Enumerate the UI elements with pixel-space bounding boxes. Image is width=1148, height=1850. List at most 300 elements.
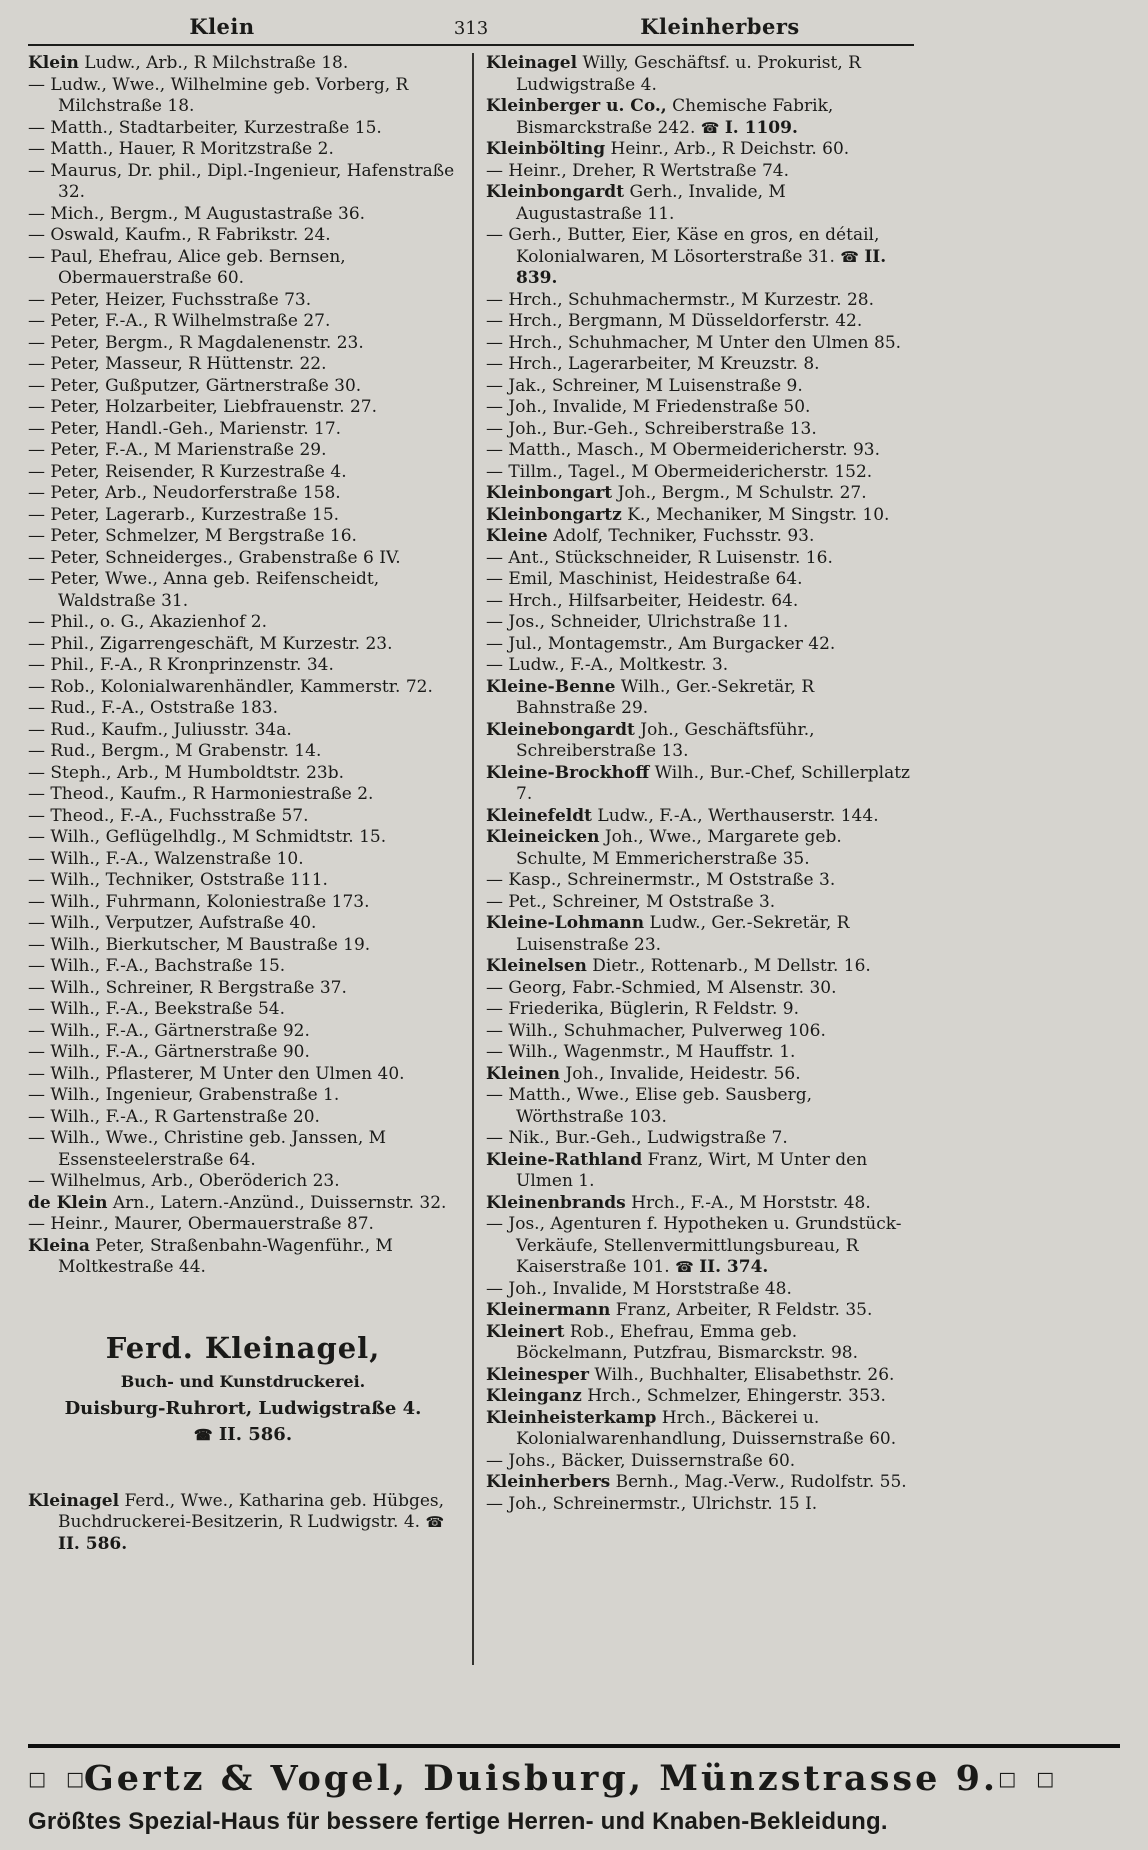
- entry-text: Joh., Invalide, Heidestr. 56.: [565, 1063, 801, 1084]
- directory-entry: [28, 376, 464, 398]
- directory-entry: [486, 827, 914, 870]
- directory-entry: [486, 569, 914, 591]
- entry-text: Steph., Arb., M Humboldtstr. 23b.: [50, 762, 344, 783]
- repeat-dash-mark: —: [28, 1042, 45, 1062]
- entry-text: Joh., Wwe., Margarete geb. Schulte, M Emmericherstraße 35.: [516, 827, 842, 869]
- directory-entry: [486, 956, 914, 978]
- entry-text: Kasp., Schreinermstr., M Oststraße 3.: [508, 870, 836, 890]
- repeat-dash-mark: —: [28, 504, 45, 525]
- directory-entry: [28, 139, 464, 161]
- directory-entry: [28, 354, 464, 376]
- directory-entry: [28, 483, 464, 505]
- directory-entry: [486, 1472, 914, 1494]
- repeat-dash-mark: —: [486, 612, 503, 632]
- repeat-dash-mark: —: [486, 225, 503, 245]
- entry-text: Wilh., Wagenmstr., M Hauffstr. 1.: [508, 1042, 796, 1062]
- bottom-rule: [28, 1744, 1120, 1748]
- header-rule: [28, 44, 914, 46]
- entry-text: Peter, Gußputzer, Gärtnerstraße 30.: [50, 375, 362, 396]
- directory-entry: [28, 935, 464, 957]
- repeat-dash-mark: —: [28, 805, 45, 826]
- square-ornament: □: [28, 1767, 46, 1790]
- entry-surname: Kleinenbrands: [486, 1192, 626, 1213]
- phone-number: II. 586.: [58, 1533, 128, 1554]
- entry-text: Ludw., Arb., R Milchstraße 18.: [84, 53, 349, 73]
- directory-entry: [28, 806, 464, 828]
- directory-entry: [28, 397, 464, 419]
- repeat-dash-mark: —: [486, 461, 503, 482]
- left-entries-after-ad: [28, 1491, 464, 1556]
- entry-surname: Kleineicken: [486, 827, 600, 847]
- entry-text: Hrch., Schuhmacher, M Unter den Ulmen 85.: [508, 332, 902, 353]
- entry-text: Arn., Latern.-Anzünd., Duissernstr. 32.: [112, 1192, 447, 1213]
- directory-entry: [28, 978, 464, 1000]
- directory-entry: [486, 96, 914, 139]
- bottom-ad-headline: [28, 1758, 1055, 1799]
- repeat-dash-mark: —: [28, 1106, 45, 1127]
- entry-text: Wilh., Schreiner, R Bergstraße 37.: [50, 977, 347, 998]
- entry-text: Tillm., Tagel., M Obermeidericherstr. 152.: [508, 461, 873, 482]
- repeat-dash-mark: —: [486, 1128, 503, 1148]
- entry-surname: Kleinberger u. Co.,: [486, 96, 667, 116]
- repeat-dash-mark: —: [486, 354, 503, 374]
- entry-surname: Kleinbongardt: [486, 182, 625, 202]
- page-content: [28, 14, 914, 1665]
- directory-entry: [486, 677, 914, 720]
- directory-entry: [28, 1214, 464, 1236]
- directory-entry: [28, 204, 464, 226]
- bottom-advertisement: [28, 1744, 1120, 1836]
- entry-text: Wilh., Bierkutscher, M Baustraße 19.: [50, 934, 371, 955]
- entry-text: Ludw., Ger.-Sekretär, R Luisenstraße 23.: [516, 913, 850, 955]
- directory-entry: [28, 892, 464, 914]
- entry-text: Matth., Hauer, R Moritzstraße 2.: [50, 139, 334, 159]
- directory-entry: [28, 1128, 464, 1171]
- entry-text: Joh., Invalide, M Horststraße 48.: [508, 1278, 792, 1299]
- entry-text: Oswald, Kaufm., R Fabrikstr. 24.: [50, 225, 331, 245]
- entry-text: Rud., F.-A., Oststraße 183.: [50, 698, 279, 718]
- entry-surname: Kleine-Benne: [486, 676, 616, 697]
- entry-text: Peter, Lagerarb., Kurzestraße 15.: [50, 504, 340, 525]
- square-ornaments-right: [998, 1768, 1054, 1790]
- entry-text: Peter, Heizer, Fuchsstraße 73.: [50, 289, 312, 310]
- directory-entry: [486, 1322, 914, 1365]
- repeat-dash-mark: —: [28, 1214, 45, 1234]
- entry-text: Jak., Schreiner, M Luisenstraße 9.: [508, 375, 803, 396]
- directory-entry: [486, 1064, 914, 1086]
- directory-entry: [486, 612, 914, 634]
- entry-text: Wilh., F.-A., Gärtnerstraße 92.: [50, 1020, 310, 1041]
- directory-entry: [486, 1386, 914, 1408]
- kleinagel-advertisement: [28, 1331, 458, 1445]
- entry-text: Joh., Geschäftsführ., Schreiberstraße 13.: [516, 719, 815, 761]
- directory-entry: [28, 161, 464, 204]
- entry-text: Franz, Wirt, M Unter den Ulmen 1.: [516, 1149, 868, 1191]
- directory-entry: [486, 978, 914, 1000]
- repeat-dash-mark: —: [28, 633, 45, 654]
- entry-text: Peter, Masseur, R Hüttenstr. 22.: [50, 354, 327, 374]
- right-entries-list: [486, 53, 914, 1515]
- entry-surname: Kleina: [28, 1235, 90, 1256]
- phone-number: II. 839.: [516, 246, 887, 288]
- repeat-dash-mark: —: [28, 332, 45, 353]
- repeat-dash-mark: —: [28, 1020, 45, 1041]
- repeat-dash-mark: —: [486, 311, 503, 331]
- entry-surname: Kleinheisterkamp: [486, 1407, 657, 1428]
- repeat-dash-mark: —: [28, 225, 45, 245]
- entry-text: Wilh., Verputzer, Aufstraße 40.: [50, 913, 317, 933]
- entry-text: Matth., Wwe., Elise geb. Sausberg, Wörthstraße 103.: [508, 1085, 812, 1127]
- directory-entry: [28, 118, 464, 140]
- entry-surname: Kleine-Rathland: [486, 1149, 643, 1170]
- entry-text: Wilh., F.-A., Bachstraße 15.: [50, 956, 286, 976]
- repeat-dash-mark: —: [28, 1128, 45, 1148]
- entry-text: Wilh., Bur.-Chef, Schillerplatz 7.: [516, 762, 911, 804]
- repeat-dash-mark: —: [28, 870, 45, 890]
- entry-text: Wilh., Wwe., Christine geb. Janssen, M Essensteelerstraße 64.: [50, 1128, 387, 1170]
- directory-entry: [28, 655, 464, 677]
- directory-entry: [28, 634, 464, 656]
- entry-text: Wilh., Geflügelhdlg., M Schmidtstr. 15.: [50, 827, 387, 847]
- entry-text: Ant., Stückschneider, R Luisenstr. 16.: [508, 547, 833, 568]
- entry-text: Wilh., Pflasterer, M Unter den Ulmen 40.: [50, 1063, 405, 1084]
- entry-text: Wilhelmus, Arb., Oberöderich 23.: [50, 1171, 340, 1191]
- entry-surname: de Klein: [28, 1192, 108, 1213]
- repeat-dash-mark: —: [28, 354, 45, 374]
- entry-text: Wilh., Buchhalter, Elisabethstr. 26.: [594, 1364, 895, 1385]
- phone-icon: ☎: [700, 118, 720, 137]
- repeat-dash-mark: —: [28, 397, 45, 417]
- repeat-dash-mark: —: [28, 289, 45, 310]
- repeat-dash-mark: —: [486, 999, 503, 1019]
- entry-text: Hrch., F.-A., M Horststr. 48.: [631, 1192, 871, 1213]
- directory-entry: [28, 1491, 464, 1556]
- directory-entry: [486, 1451, 914, 1473]
- directory-entry: [486, 1279, 914, 1301]
- directory-entry: [486, 53, 914, 96]
- directory-entry: [28, 827, 464, 849]
- repeat-dash-mark: —: [28, 375, 45, 396]
- directory-entry: [486, 806, 914, 828]
- entry-text: Heinr., Arb., R Deichstr. 60.: [610, 139, 850, 159]
- repeat-dash-mark: —: [486, 418, 503, 439]
- left-column: [28, 53, 464, 1665]
- entry-text: Theod., Kaufm., R Harmoniestraße 2.: [50, 784, 374, 804]
- directory-entry: [486, 634, 914, 656]
- directory-entry: [486, 376, 914, 398]
- repeat-dash-mark: —: [28, 848, 45, 869]
- directory-entry: [28, 1171, 464, 1193]
- entry-text: Jos., Schneider, Ulrichstraße 11.: [508, 612, 789, 632]
- entry-text: Wilh., Fuhrmann, Koloniestraße 173.: [50, 891, 370, 912]
- directory-entry: [486, 1085, 914, 1128]
- directory-entry: [28, 720, 464, 742]
- entry-text: Peter, Reisender, R Kurzestraße 4.: [50, 461, 347, 482]
- directory-entry: [28, 1236, 464, 1279]
- directory-entry: [28, 290, 464, 312]
- directory-entry: [486, 655, 914, 677]
- directory-entry: [28, 526, 464, 548]
- directory-entry: [486, 1408, 914, 1451]
- repeat-dash-mark: —: [486, 375, 503, 396]
- directory-entry: [28, 1064, 464, 1086]
- directory-entry: [486, 440, 914, 462]
- repeat-dash-mark: —: [28, 461, 45, 482]
- phone-icon: ☎: [425, 1513, 445, 1531]
- repeat-dash-mark: —: [28, 977, 45, 998]
- repeat-dash-mark: —: [28, 1063, 45, 1084]
- repeat-dash-mark: —: [28, 784, 45, 804]
- square-ornaments-left: [28, 1768, 84, 1790]
- entry-surname: Klein: [28, 53, 79, 73]
- repeat-dash-mark: —: [28, 741, 45, 761]
- repeat-dash-mark: —: [28, 246, 45, 267]
- directory-entry: [28, 569, 464, 612]
- bottom-ad-tagline: Größtes Spezial-Haus für bessere fertige Herren- und Knaben-Bekleidung.: [28, 1808, 888, 1835]
- entry-text: Peter, Straßenbahn-Wagenführ., M Moltkestraße 44.: [58, 1235, 393, 1277]
- entry-surname: Kleinefeldt: [486, 805, 593, 826]
- directory-entry: [28, 333, 464, 355]
- repeat-dash-mark: —: [28, 676, 45, 697]
- entry-text: Heinr., Maurer, Obermauerstraße 87.: [50, 1214, 374, 1234]
- repeat-dash-mark: —: [486, 891, 503, 912]
- directory-entry: [486, 139, 914, 161]
- directory-entry: [486, 1128, 914, 1150]
- repeat-dash-mark: —: [486, 569, 503, 589]
- entry-surname: Kleinbölting: [486, 139, 606, 159]
- entry-text: Pet., Schreiner, M Oststraße 3.: [508, 891, 776, 912]
- entry-text: Nik., Bur.-Geh., Ludwigstraße 7.: [508, 1128, 788, 1148]
- entry-text: Peter, F.-A., R Wilhelmstraße 27.: [50, 311, 331, 331]
- directory-entry: [28, 440, 464, 462]
- entry-text: Georg, Fabr.-Schmied, M Alsenstr. 30.: [508, 977, 837, 998]
- repeat-dash-mark: —: [28, 526, 45, 546]
- entry-text: Wilh., F.-A., Gärtnerstraße 90.: [50, 1042, 310, 1062]
- entry-text: Hrch., Lagerarbeiter, M Kreuzstr. 8.: [508, 354, 820, 374]
- entry-text: Ludw., F.-A., Werthauserstr. 144.: [597, 805, 879, 826]
- directory-entry: [28, 419, 464, 441]
- entry-text: Peter, Wwe., Anna geb. Reifenscheidt, Waldstraße 31.: [50, 569, 380, 611]
- directory-entry: [28, 698, 464, 720]
- header-right-keyword: Kleinherbers: [640, 14, 800, 39]
- repeat-dash-mark: —: [28, 547, 45, 568]
- entry-surname: Kleine-Brockhoff: [486, 762, 650, 783]
- directory-entry: [28, 462, 464, 484]
- entry-surname: Kleinermann: [486, 1300, 611, 1320]
- entry-text: Dietr., Rottenarb., M Dellstr. 16.: [592, 956, 871, 976]
- directory-entry: [486, 333, 914, 355]
- bottom-ad-company-line: Gertz & Vogel, Duisburg, Münzstrasse 9.: [83, 1758, 999, 1799]
- directory-entry: [28, 741, 464, 763]
- directory-entry: [486, 1150, 914, 1193]
- entry-text: Hrch., Bergmann, M Düsseldorferstr. 42.: [508, 311, 863, 331]
- entry-surname: Kleinen: [486, 1063, 561, 1084]
- ad-phone-line: [28, 1424, 458, 1445]
- repeat-dash-mark: —: [486, 1450, 503, 1471]
- header-left-keyword: Klein: [189, 14, 255, 39]
- right-column: [474, 53, 914, 1665]
- entry-text: Joh., Invalide, M Friedenstraße 50.: [508, 397, 811, 417]
- repeat-dash-mark: —: [28, 440, 45, 460]
- entry-text: Johs., Bäcker, Duissernstraße 60.: [508, 1450, 796, 1471]
- repeat-dash-mark: —: [486, 332, 503, 353]
- entry-text: Adolf, Techniker, Fuchsstr. 93.: [553, 526, 815, 546]
- entry-text: Heinr., Dreher, R Wertstraße 74.: [508, 160, 790, 181]
- entry-text: Wilh., Techniker, Oststraße 111.: [50, 870, 328, 890]
- directory-entry: [486, 913, 914, 956]
- directory-entry: [486, 1365, 914, 1387]
- entry-text: Joh., Bergm., M Schulstr. 27.: [617, 483, 867, 503]
- entry-text: Peter, Schneiderges., Grabenstraße 6 IV.: [50, 547, 401, 568]
- repeat-dash-mark: —: [486, 977, 503, 998]
- directory-entry: [28, 784, 464, 806]
- repeat-dash-mark: —: [486, 655, 503, 675]
- repeat-dash-mark: —: [28, 117, 45, 138]
- entry-text: Peter, Schmelzer, M Bergstraße 16.: [50, 526, 357, 546]
- page-number: 313: [453, 18, 489, 39]
- entry-text: Emil, Maschinist, Heidestraße 64.: [508, 569, 803, 589]
- directory-entry: [486, 397, 914, 419]
- directory-entry: [28, 311, 464, 333]
- directory-entry: [486, 161, 914, 183]
- repeat-dash-mark: —: [28, 956, 45, 976]
- repeat-dash-mark: —: [28, 1085, 45, 1105]
- repeat-dash-mark: —: [28, 311, 45, 331]
- entry-text: Paul, Ehefrau, Alice geb. Bernsen, Obermauerstraße 60.: [50, 246, 346, 288]
- directory-entry: [486, 870, 914, 892]
- directory-entry: [28, 53, 464, 75]
- repeat-dash-mark: —: [28, 655, 45, 675]
- repeat-dash-mark: —: [486, 1042, 503, 1062]
- entry-text: Gerh., Butter, Eier, Käse en gros, en détail, Kolonialwaren, M Lösorterstraße 31.: [508, 225, 880, 267]
- directory-entry: [486, 548, 914, 570]
- entry-surname: Kleine: [486, 526, 548, 546]
- directory-entry: [28, 225, 464, 247]
- repeat-dash-mark: —: [28, 74, 45, 95]
- entry-text: Peter, F.-A., M Marienstraße 29.: [50, 440, 327, 460]
- repeat-dash-mark: —: [486, 870, 503, 890]
- entry-text: Ludw., Wwe., Wilhelmine geb. Vorberg, R Milchstraße 18.: [50, 74, 409, 116]
- repeat-dash-mark: —: [486, 1214, 503, 1234]
- directory-entry: [28, 247, 464, 290]
- entry-surname: Kleine-Lohmann: [486, 913, 645, 933]
- entry-surname: Kleinbongartz: [486, 504, 622, 525]
- repeat-dash-mark: —: [486, 547, 503, 568]
- directory-entry: [486, 720, 914, 763]
- bottom-ad-content: [28, 1758, 1055, 1836]
- repeat-dash-mark: —: [486, 1085, 503, 1105]
- ad-business-type: Buch- und Kunstdruckerei.: [120, 1371, 366, 1391]
- directory-entry: [28, 956, 464, 978]
- ad-company-name: Ferd. Kleinagel,: [105, 1330, 381, 1365]
- repeat-dash-mark: —: [28, 891, 45, 912]
- directory-entry: [28, 505, 464, 527]
- directory-entry: [486, 526, 914, 548]
- repeat-dash-mark: —: [28, 827, 45, 847]
- entry-text: Rud., Kaufm., Juliusstr. 34a.: [50, 719, 292, 740]
- repeat-dash-mark: —: [486, 1278, 503, 1299]
- directory-entry: [28, 1107, 464, 1129]
- directory-entry: [28, 999, 464, 1021]
- repeat-dash-mark: —: [28, 203, 45, 224]
- entry-text: Hrch., Hilfsarbeiter, Heidestr. 64.: [508, 590, 799, 611]
- phone-number: I. 1109.: [724, 117, 798, 138]
- directory-entry: [486, 1494, 914, 1516]
- directory-entry: [28, 1085, 464, 1107]
- directory-entry: [28, 1042, 464, 1064]
- directory-entry: [486, 225, 914, 290]
- entry-text: Joh., Schreinermstr., Ulrichstr. 15 I.: [508, 1493, 818, 1514]
- entry-text: Joh., Bur.-Geh., Schreiberstraße 13.: [508, 418, 817, 439]
- directory-columns: [28, 53, 914, 1665]
- repeat-dash-mark: —: [486, 1493, 503, 1514]
- directory-entry: [28, 870, 464, 892]
- entry-text: Rob., Ehefrau, Emma geb. Böckelmann, Putzfrau, Bismarckstr. 98.: [516, 1321, 859, 1363]
- directory-entry: [486, 591, 914, 613]
- entry-text: Rob., Kolonialwarenhändler, Kammerstr. 72.: [50, 676, 433, 697]
- entry-text: Hrch., Bäckerei u. Kolonialwarenhandlung, Duissernstraße 60.: [516, 1407, 897, 1449]
- directory-entry: [486, 462, 914, 484]
- entry-text: Hrch., Schmelzer, Ehingerstr. 353.: [587, 1386, 886, 1406]
- entry-text: Bernh., Mag.-Verw., Rudolfstr. 55.: [615, 1472, 907, 1492]
- directory-entry: [486, 1214, 914, 1279]
- entry-text: Jos., Agenturen f. Hypotheken u. Grundstück-Verkäufe, Stellenvermittlungsbureau, R Kaiserstraße 101.: [508, 1214, 902, 1277]
- directory-entry: [28, 612, 464, 634]
- entry-surname: Kleinherbers: [486, 1472, 611, 1492]
- entry-text: Peter, Handl.-Geh., Marienstr. 17.: [50, 418, 342, 439]
- directory-entry: [486, 1021, 914, 1043]
- phone-number: II. 374.: [699, 1257, 769, 1277]
- directory-entry: [486, 1300, 914, 1322]
- entry-surname: Kleinganz: [486, 1386, 582, 1406]
- directory-entry: [28, 677, 464, 699]
- entry-text: Gerh., Invalide, M Augustastraße 11.: [516, 182, 786, 224]
- entry-text: Peter, Holzarbeiter, Liebfrauenstr. 27.: [50, 397, 377, 417]
- entry-text: Chemische Fabrik, Bismarckstraße 242.: [516, 96, 834, 138]
- repeat-dash-mark: —: [28, 139, 45, 159]
- directory-entry: [486, 505, 914, 527]
- repeat-dash-mark: —: [28, 934, 45, 955]
- entry-text: Ludw., F.-A., Moltkestr. 3.: [508, 655, 729, 675]
- entry-surname: Kleinert: [486, 1321, 565, 1342]
- directory-entry: [486, 892, 914, 914]
- repeat-dash-mark: —: [28, 762, 45, 783]
- directory-entry: [28, 913, 464, 935]
- entry-text: Phil., Zigarrengeschäft, M Kurzestr. 23.: [50, 633, 393, 654]
- repeat-dash-mark: —: [28, 719, 45, 740]
- directory-entry: [28, 75, 464, 118]
- repeat-dash-mark: —: [28, 418, 45, 439]
- entry-surname: Kleinebongardt: [486, 719, 635, 740]
- entry-text: Hrch., Schuhmachermstr., M Kurzestr. 28.: [508, 289, 874, 310]
- repeat-dash-mark: —: [28, 569, 45, 589]
- square-ornament: □: [998, 1767, 1017, 1790]
- entry-text: Phil., F.-A., R Kronprinzenstr. 34.: [50, 655, 334, 675]
- phone-icon: ☎: [193, 1425, 213, 1444]
- entry-text: Peter, Arb., Neudorferstraße 158.: [50, 483, 341, 503]
- entry-surname: Kleinesper: [486, 1364, 589, 1385]
- directory-entry: [486, 290, 914, 312]
- directory-entry: [486, 483, 914, 505]
- entry-text: K., Mechaniker, M Singstr. 10.: [627, 504, 890, 525]
- directory-entry: [28, 1193, 464, 1215]
- entry-surname: Kleinelsen: [486, 956, 587, 976]
- repeat-dash-mark: —: [486, 397, 503, 417]
- directory-entry: [486, 419, 914, 441]
- entry-text: Maurus, Dr. phil., Dipl.-Ingenieur, Hafenstraße 32.: [50, 160, 455, 202]
- repeat-dash-mark: —: [486, 289, 503, 310]
- entry-text: Mich., Bergm., M Augustastraße 36.: [50, 203, 366, 224]
